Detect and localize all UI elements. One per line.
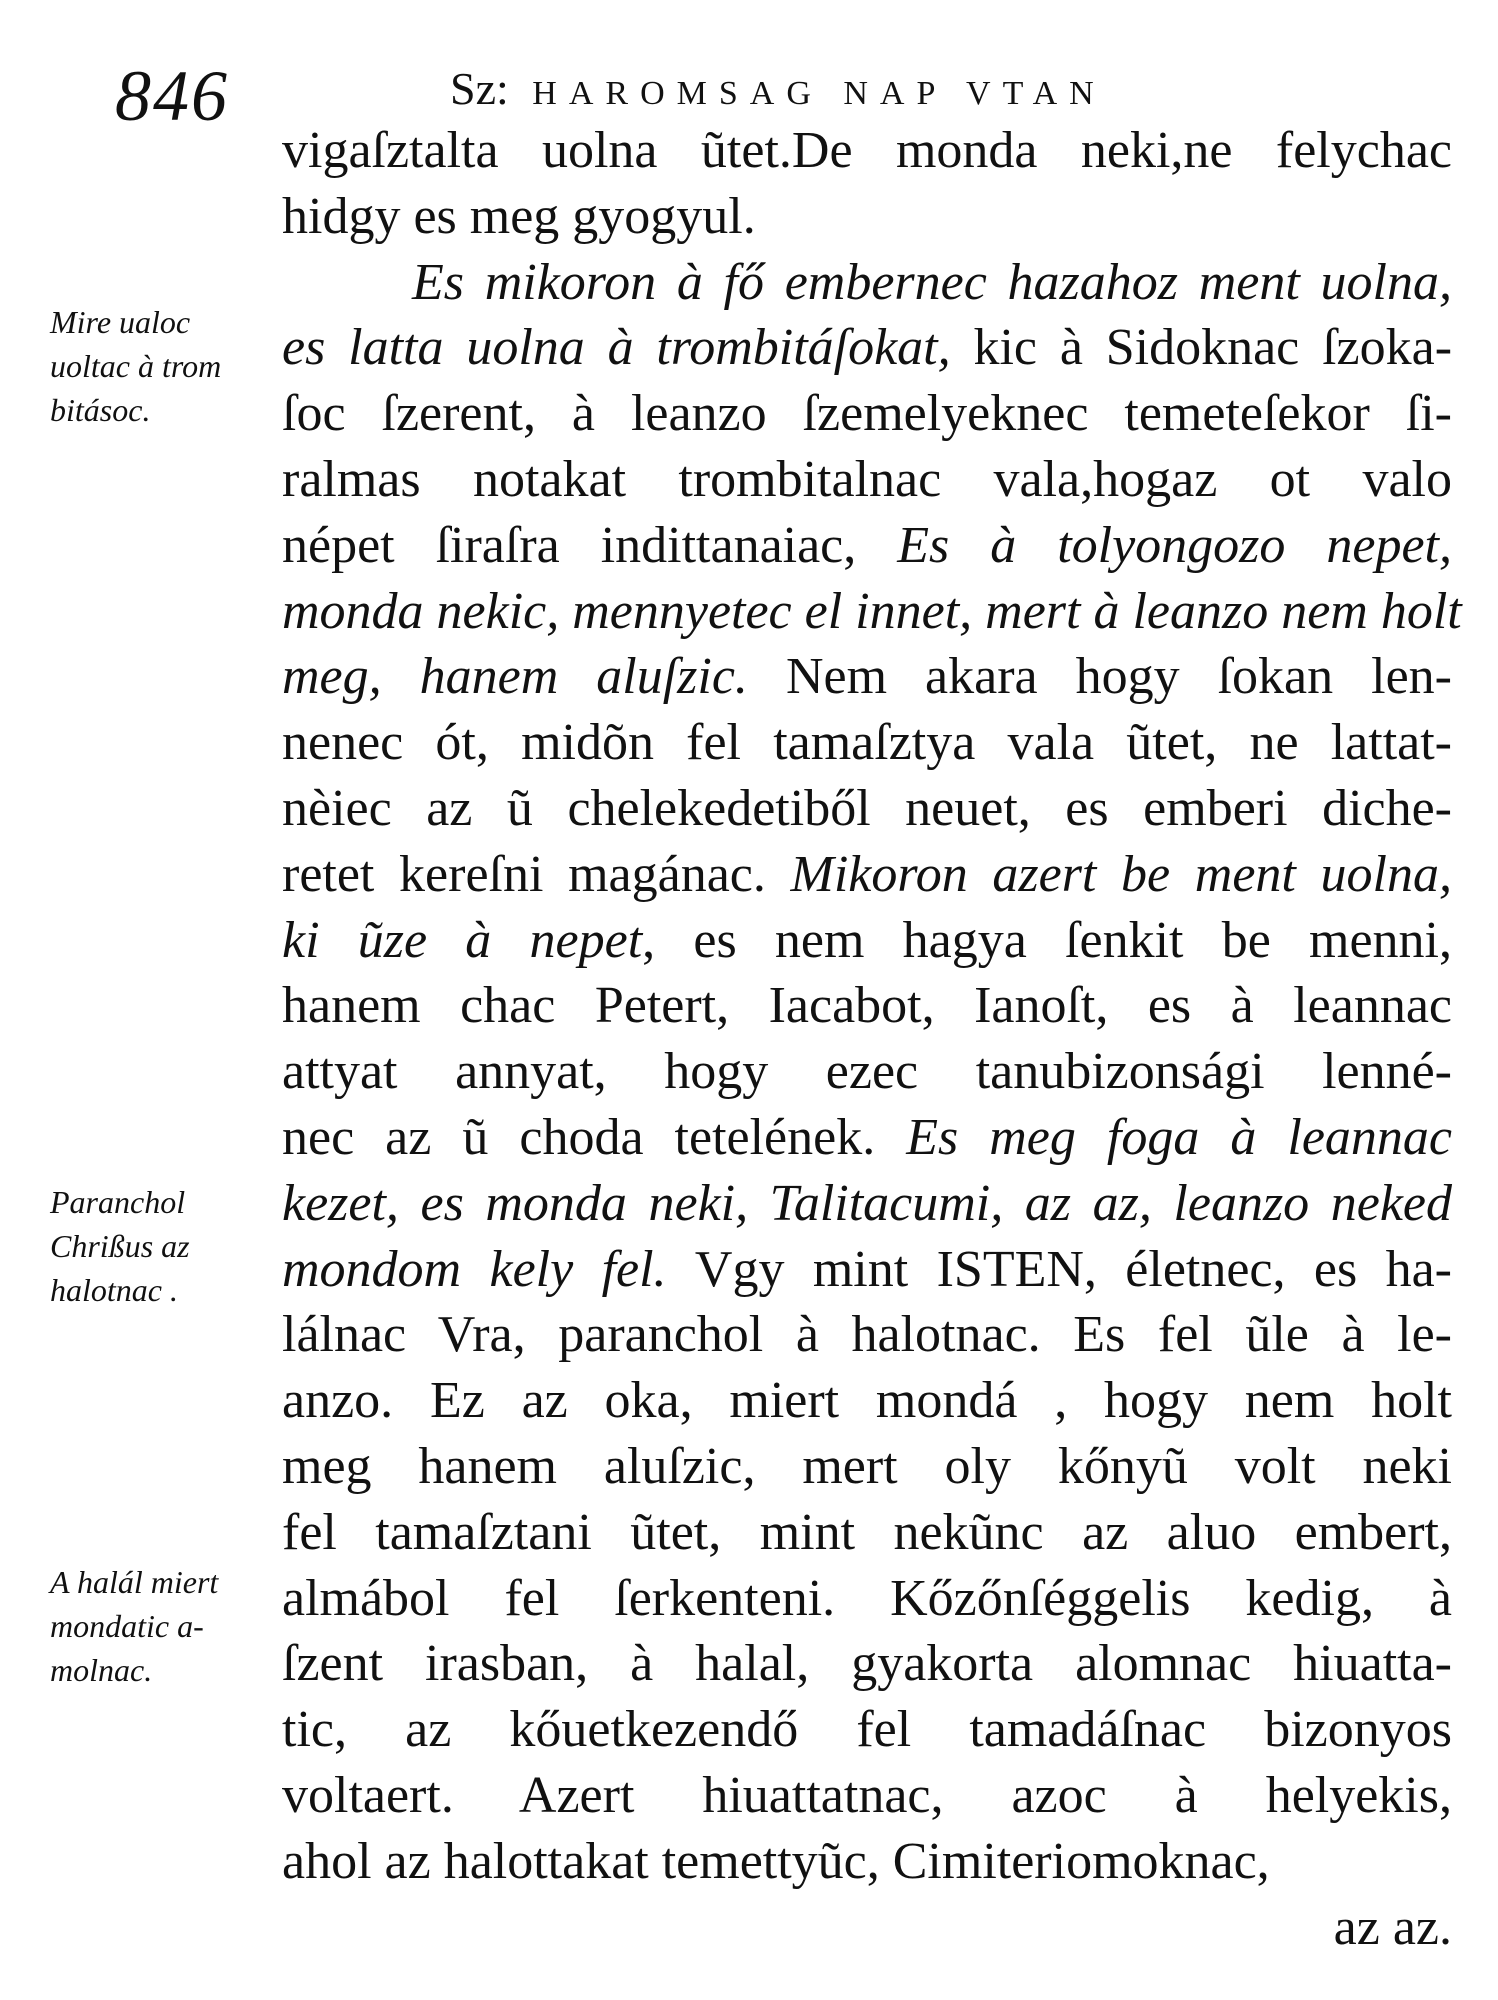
- italic-text-segment: kezet, es monda neki, Talitacumi, az az, leanzo neked: [282, 1174, 1452, 1232]
- text-segment: almábol fel ſerkenteni. Kőzőnſéggelis kedig, à: [282, 1569, 1452, 1627]
- text-line: [282, 513, 1452, 579]
- italic-text-segment: Es à tolyongozo nepet,: [897, 516, 1452, 574]
- margin-note-line: uoltac à trom: [50, 348, 222, 384]
- text-line: [282, 710, 1452, 776]
- margin-note-line: Mire ualoc: [50, 304, 191, 340]
- text-line: [282, 1500, 1452, 1566]
- text-segment: attyat annyat, hogy ezec tanubizonsági lenné-: [282, 1043, 1452, 1101]
- text-line: [282, 973, 1452, 1039]
- text-line: [282, 842, 1452, 908]
- margin-note-line: molnac.: [50, 1652, 153, 1688]
- text-line: [282, 908, 1452, 974]
- body-text: [282, 118, 1462, 1960]
- text-segment: ſzent irasban, à halal, gyakorta alomnac hiuatta-: [282, 1635, 1452, 1693]
- text-line: [282, 315, 1452, 381]
- running-head: [450, 62, 1106, 115]
- text-segment: lálnac Vra, paranchol à halotnac. Es fel ũle à le-: [282, 1306, 1452, 1364]
- text-line: [282, 1566, 1452, 1632]
- text-segment: Vgy mint ISTEN, életnec, es ha-: [694, 1240, 1452, 1298]
- margin-note-line: A halál miert: [50, 1564, 219, 1600]
- italic-text-segment: Es meg foga à leannac: [906, 1108, 1452, 1166]
- text-line: [282, 1829, 1452, 1895]
- margin-note-1: [50, 300, 280, 432]
- text-line: [282, 1631, 1452, 1697]
- text-segment: meg hanem aluſzic, mert oly kőnyũ volt neki: [282, 1437, 1452, 1495]
- margin-note-2: [50, 1180, 280, 1312]
- text-line: [282, 1763, 1452, 1829]
- italic-text-segment: Mikoron azert be ment uolna,: [790, 845, 1453, 903]
- text-segment: anzo. Ez az oka, miert mondá , hogy nem holt: [282, 1372, 1452, 1430]
- running-head-title: HAROMSAG NAP VTAN: [532, 75, 1106, 112]
- text-segment: nenec ót, midõn fel tamaſztya vala ũtet, ne lattat-: [282, 714, 1452, 772]
- italic-text-segment: meg, hanem aluſzic.: [282, 648, 786, 706]
- text-segment: nec az ũ choda tetelének.: [282, 1108, 907, 1166]
- text-line: [282, 381, 1452, 447]
- margin-note-line: Chrißus az: [50, 1228, 190, 1264]
- text-segment: vigaſztalta uolna ũtet.De monda neki,ne felychac: [282, 122, 1452, 179]
- text-line: [282, 1237, 1452, 1303]
- text-segment: hanem chac Petert, Iacabot, Ianoſt, es à leannac: [282, 977, 1452, 1035]
- running-head-prefix: Sz:: [450, 63, 509, 114]
- text-segment: hidgy es meg gyogyul.: [282, 187, 756, 245]
- text-segment: fel tamaſztani ũtet, mint nekũnc az aluo embert,: [282, 1503, 1452, 1561]
- text-line: [282, 579, 1462, 645]
- text-segment: nèiec az ũ chelekedetiből neuet, es emberi diche-: [282, 779, 1452, 837]
- text-segment: ſoc ſzerent, à leanzo ſzemelyeknec temeteſekor ſi-: [282, 385, 1452, 443]
- italic-text-segment: ki ũze à nepet: [282, 911, 643, 969]
- text-line: [282, 118, 1452, 184]
- text-line: [282, 447, 1452, 513]
- text-line: [282, 1302, 1452, 1368]
- text-line: [282, 1434, 1452, 1500]
- italic-text-segment: mondom kely fel.: [282, 1240, 695, 1298]
- text-segment: voltaert. Azert hiuattatnac, azoc à helyekis,: [282, 1766, 1452, 1824]
- italic-text-segment: monda nekic, mennyetec el innet, mert à leanzo nem holt: [282, 582, 1462, 640]
- text-line: [282, 1039, 1452, 1105]
- text-line: [282, 1697, 1452, 1763]
- catchword: az az.: [1333, 1898, 1452, 1956]
- text-segment: , es nem hagya ſenkit be menni,: [642, 911, 1452, 969]
- italic-text-segment: es latta uolna à trombitáſokat,: [282, 319, 974, 377]
- text-segment: ahol az halottakat temettyũc, Cimiteriomoknac,: [282, 1832, 1270, 1890]
- text-line: [282, 644, 1452, 710]
- page-number: 846: [115, 56, 229, 136]
- margin-note-line: Paranchol: [50, 1184, 186, 1220]
- margin-note-line: mondatic a-: [50, 1608, 204, 1644]
- text-segment: retet kereſni magánac.: [282, 845, 791, 903]
- margin-note-3: [50, 1560, 280, 1692]
- text-line: [282, 1171, 1452, 1237]
- text-line: [282, 184, 1452, 250]
- text-segment: tic, az kőuetkezendő fel tamadáſnac bizonyos: [282, 1701, 1452, 1759]
- text-line: [282, 1368, 1452, 1434]
- margin-note-line: halotnac .: [50, 1272, 178, 1308]
- italic-text-segment: Es mikoron à fő embernec hazahoz ment uolna,: [412, 253, 1452, 311]
- text-segment: ralmas notakat trombitalnac vala,hogaz ot valo: [282, 450, 1452, 508]
- margin-note-line: bitásoc.: [50, 392, 151, 428]
- text-line: [282, 1105, 1452, 1171]
- text-segment: kic à Sidoknac ſzoka-: [973, 319, 1453, 377]
- text-line: [282, 776, 1452, 842]
- text-segment: Nem akara hogy ſokan len-: [785, 648, 1452, 706]
- text-line: [282, 250, 1452, 316]
- text-segment: népet ſiraſra indittanaiac,: [282, 516, 898, 574]
